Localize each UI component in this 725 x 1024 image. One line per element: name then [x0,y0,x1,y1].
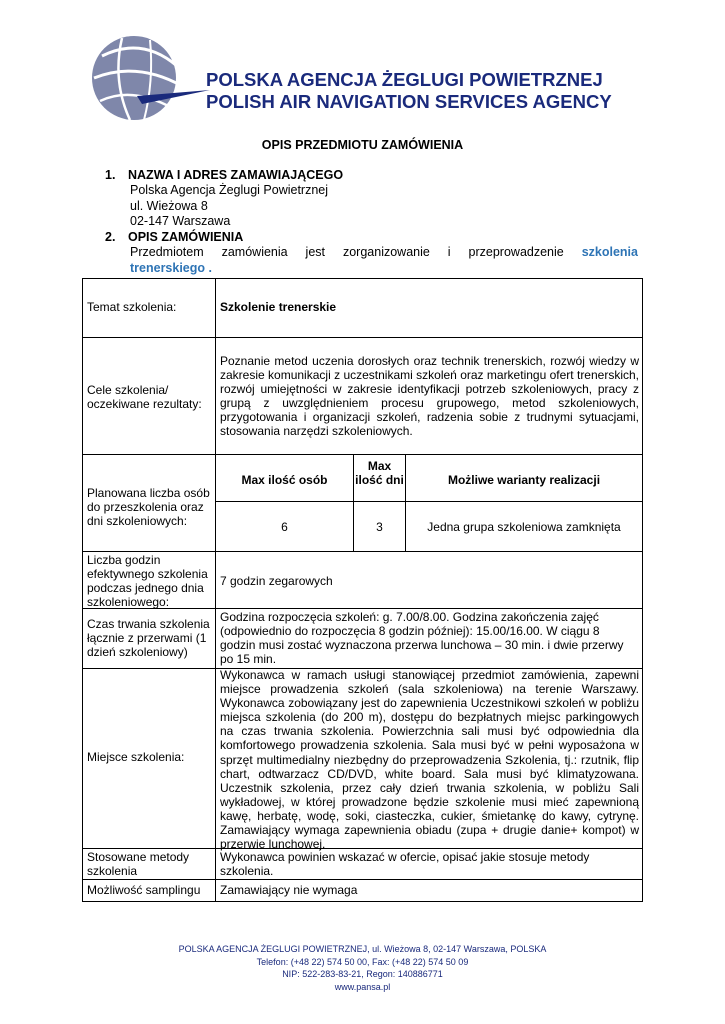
section-1-number: 1. [105,168,116,182]
variants-value: Jedna grupa szkoleniowa zamknięta [427,520,621,534]
planned-label: Planowana liczba osób do przeszkolenia oraz dni szkoleniowych: [87,486,210,528]
training-spec-table [82,278,643,902]
section-1-heading [105,168,343,182]
org-name-en: POLISH AIR NAVIGATION SERVICES AGENCY [206,91,612,112]
org-name [206,69,612,113]
place-value: Wykonawca w ramach usługi stanowiącej przedmiot zamówienia, zapewni miejsce prowadzenia szkoleń (sala szkoleniowa) na terenie Warszawy. Wykonawca zobowiązany jest do zapewnienia Uczestnikowi szkoleń w pobliżu miejsca szkolenia (do 200 m), dostępu do bezpłatnych miejsc parkingowych na czas trwania szkolenia. Powierzchnia sali musi być odpowiednia dla komfortowego prowadzenia szkolenia. Sala musi być w pełni wyposażona w sprzęt multimedialny niezbędny do przeprowadzenia Szkolenia, tj.: rzutnik, flip chart, odtwarzacz CD/DVD, white board. Sala musi być klimatyzowana. Uczestnik szkolenia, przez cały dzień trwania szkolenia, w pobliżu Sali wykładowej, w której prowadzone będzie szkolenie musi mieć zapewnioną kawę, herbatę, wodę, soki, ciasteczka, cukier, śmietankę do kawy, cytrynę. Zamawiający wymaga zapewnienia obiadu (zupa + drugie danie+ kompot) w przerwie lunchowej. [220,668,639,852]
section-2-number: 2. [105,230,116,244]
org-name-pl: POLSKA AGENCJA ŻEGLUGI POWIETRZNEJ [206,69,603,90]
section-1-title: NAZWA I ADRES ZAMAWIAJĄCEGO [128,168,344,182]
hours-value: 7 godzin zegarowych [220,574,333,588]
address-block [130,183,328,230]
sampling-value: Zamawiający nie wymaga [220,883,358,897]
hours-label: Liczba godzin efektywnego szkolenia podczas jednego dnia szkoleniowego: [87,553,208,609]
address-line-3: 02-147 Warszawa [130,214,231,228]
description-text: Przedmiotem zamówienia jest zorganizowanie i przeprowadzenie [130,245,564,259]
duration-value: Godzina rozpoczęcia szkoleń: g. 7.00/8.00. Godzina zakończenia zajęć (odpowiednio do rozpoczęcia 8 godzin później): 15.00/16.00. W ciągu 8 godzin musi zostać wyznaczona przerwa lunchowa – 30 min. i dwie przerwy po 15 min. [220,610,624,666]
address-line-2: ul. Wieżowa 8 [130,198,208,213]
methods-label: Stosowane metody szkolenia [87,850,190,878]
goals-value: Poznanie metod uczenia dorosłych oraz technik trenerskich, rozwój wiedzy w zakresie komunikacji z uczestnikami szkoleń oraz marketingu ofert trenerskich, rozwój umiejętności w zakresie identyfikacji potrzeb szkoleniowych, pracy z grupą z uwzględnieniem procesu grupowego, metod szkoleniowych, przygotowania i organizacji szkoleń, radzenia sobie z trudnymi sytuacjami, stosowania narzędzi szkoleniowych. [220,354,639,438]
section-2-title: OPIS ZAMÓWIENIA [128,230,244,244]
footer-phone: Telefon: (+48 22) 574 50 00, Fax: (+48 22) 574 50 09 [256,956,469,967]
duration-label: Czas trwania szkolenia łącznie z przerwami (1 dzień szkoleniowy) [87,617,210,659]
max-persons-header: Max ilość osób [241,473,328,487]
footer-tax-ids: NIP: 522-283-83-21, Regon: 140886771 [282,969,443,979]
pansa-logo [82,26,212,126]
document-title: OPIS PRZEDMIOTU ZAMÓWIENIA [261,138,464,152]
topic-value: Szkolenie trenerskie [220,300,337,314]
footer [0,943,725,993]
place-label: Miejsce szkolenia: [87,750,185,764]
section-2-description [130,245,638,261]
footer-website: www.pansa.pl [334,981,391,992]
description-highlight-1: szkolenia [581,245,638,259]
goals-label: Cele szkolenia/ oczekiwane rezultaty: [87,383,202,411]
section-2-heading [105,230,243,244]
description-highlight-2: trenerskiego . [130,261,212,275]
sampling-label: Możliwość samplingu [87,883,201,897]
methods-value: Wykonawca powinien wskazać w ofercie, opisać jakie stosuje metody szkolenia. [220,850,590,878]
address-line-1: Polska Agencja Żeglugi Powietrznej [130,183,329,197]
variants-header: Możliwe warianty realizacji [447,473,601,487]
max-days-header: Max ilość dni [355,459,404,487]
max-persons-value: 6 [281,520,288,534]
topic-label: Temat szkolenia: [87,300,177,314]
footer-address: POLSKA AGENCJA ŻEGLUGI POWIETRZNEJ, ul. Wieżowa 8, 02-147 Warszawa, POLSKA [178,944,547,954]
max-days-value: 3 [376,520,383,534]
